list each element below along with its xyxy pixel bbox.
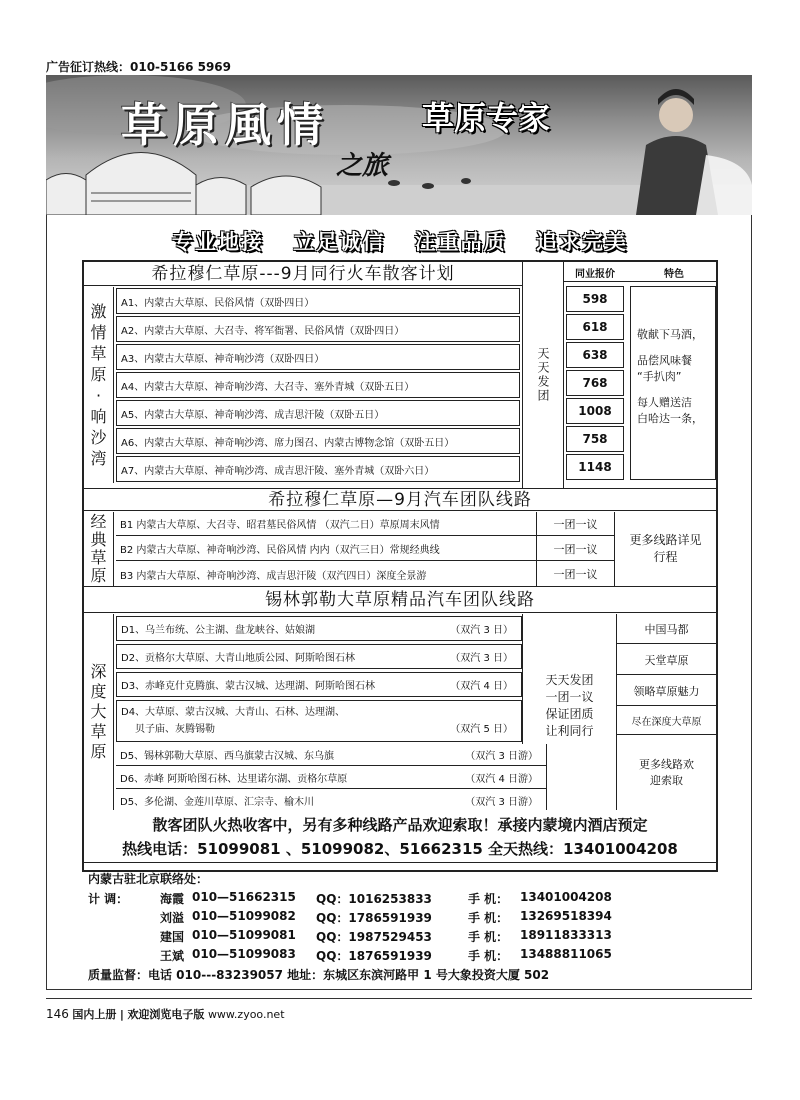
contact-mobile-label-4: 手 机： bbox=[468, 949, 509, 963]
route-price-a6: 758 bbox=[566, 426, 624, 452]
contact-mobile-label-1: 手 机： bbox=[468, 892, 509, 906]
contact-name-1: 海霞 bbox=[160, 892, 185, 906]
ad-hotline: 广告征订热线：010-5166 5969 bbox=[46, 60, 232, 74]
route-price-a2: 618 bbox=[566, 314, 624, 340]
divider bbox=[563, 281, 716, 282]
route-row-d4 bbox=[116, 700, 522, 742]
contact-qq-1: QQ：1016253833 bbox=[316, 892, 432, 906]
hot-line-1: 散客团队火热收客中，另有多种线路产品欢迎索取！承接内蒙境内酒店预定 bbox=[152, 816, 648, 834]
footer-url[interactable]: www.zyoo.net bbox=[207, 1008, 285, 1021]
route-row-d1 bbox=[116, 616, 522, 641]
route-d3-days: （双汽 4 日） bbox=[450, 681, 513, 692]
route-price-a7: 1148 bbox=[566, 454, 624, 480]
contact-mobile-4: 13488811065 bbox=[520, 947, 612, 961]
section3-middle bbox=[523, 672, 616, 740]
middle-line-3: 保证团质 bbox=[545, 707, 594, 721]
section2-side-label: 经典草原 bbox=[90, 512, 107, 585]
route-row-d5 bbox=[116, 744, 546, 766]
footer-divider: | bbox=[119, 1008, 124, 1021]
contact-supervise: 质量监督：电话 010---83239057 地址：东城区东滨河路甲 1 号大象投资大厦 502 bbox=[88, 968, 550, 982]
route-row-a3: A3、内蒙古大草原、神奇响沙湾（双卧四日） bbox=[116, 344, 520, 370]
page-footer bbox=[46, 1006, 285, 1022]
feature-box bbox=[630, 286, 716, 480]
right-item-1: 中国马都 bbox=[617, 614, 716, 644]
route-price-b1: 一团一议 bbox=[537, 512, 614, 536]
contact-mobile-1: 13401004208 bbox=[520, 890, 612, 904]
contact-tel-3: 010—51099081 bbox=[192, 928, 296, 942]
section1-title: 希拉穆仁草原---9月同行火车散客计划 bbox=[84, 262, 522, 286]
route-price-a3: 638 bbox=[566, 342, 624, 368]
middle-line-1: 天天发团 bbox=[545, 673, 594, 687]
feature-line-1: 敬献下马酒， bbox=[637, 328, 703, 341]
contact-mobile-label-3: 手 机： bbox=[468, 930, 509, 944]
middle-line-2: 一团一议 bbox=[545, 690, 594, 704]
route-d2-text: D2、贡格尔大草原、大青山地质公园、阿斯哈图石林 bbox=[121, 653, 356, 664]
section3-side-label: 深度大草原 bbox=[90, 662, 107, 761]
route-price-b2: 一团一议 bbox=[537, 537, 614, 561]
slogan-2: 立足诚信 bbox=[293, 230, 386, 254]
route-d2-days: （双汽 3 日） bbox=[450, 653, 513, 664]
route-row-a7: A7、内蒙古大草原、神奇响沙湾、成吉思汗陵、塞外青城（双卧六日） bbox=[116, 456, 520, 482]
contact-heading: 内蒙古驻北京联络处： bbox=[88, 872, 209, 886]
feature-line-4: 每人赠送洁 bbox=[637, 396, 692, 409]
route-row-d3 bbox=[116, 672, 522, 697]
section3-title: 锡林郭勒大草原精品汽车团队线路 bbox=[84, 587, 716, 613]
footer-rule bbox=[46, 998, 752, 999]
col-header-price: 同业报价 bbox=[575, 268, 615, 280]
contact-mobile-label-2: 手 机： bbox=[468, 911, 509, 925]
yurt-icon bbox=[46, 153, 321, 216]
route-d4-text: D4、大草原、蒙古汉城、大青山、石林、达理湖、 bbox=[121, 707, 346, 718]
route-row-a5: A5、内蒙古大草原、神奇响沙湾、成吉思汗陵（双卧五日） bbox=[116, 400, 520, 426]
footer-promo: 欢迎浏览电子版 bbox=[127, 1008, 205, 1021]
banner-subtitle: 之旅 bbox=[336, 151, 389, 181]
right-item-5: 更多线路欢迎索取 bbox=[639, 758, 694, 787]
section2-title: 希拉穆仁草原—9月汽车团队线路 bbox=[84, 489, 716, 511]
contact-name-4: 王斌 bbox=[160, 949, 185, 963]
slogan-bar bbox=[0, 226, 800, 256]
route-price-b3: 一团一议 bbox=[553, 568, 598, 581]
right-item-3: 领略草原魅力 bbox=[617, 676, 716, 706]
hot-line-2: 热线电话：51099081 、51099082、51662315 全天热线：13401004208 bbox=[122, 840, 678, 858]
route-d3-text: D3、赤峰克什克腾旗、蒙古汉城、达理湖、阿斯哈图石林 bbox=[121, 681, 376, 692]
contact-tel-4: 010—51099083 bbox=[192, 947, 296, 961]
route-d4-days: （双汽 5 日） bbox=[450, 724, 513, 735]
divider bbox=[546, 744, 547, 810]
route-d7-text: D5、多伦湖、金莲川草原、汇宗寺、榆木川 bbox=[120, 796, 315, 808]
route-d6-days: （双汽 4 日游） bbox=[465, 774, 538, 785]
routes-table bbox=[82, 260, 718, 872]
page-number: 146 bbox=[46, 1007, 69, 1021]
route-price-a1: 598 bbox=[566, 286, 624, 312]
route-d1-days: （双汽 3 日） bbox=[450, 625, 513, 636]
contact-name-2: 刘溢 bbox=[160, 911, 185, 925]
route-price-a5: 1008 bbox=[566, 398, 624, 424]
route-row-d2 bbox=[116, 644, 522, 669]
contact-tel-2: 010—51099082 bbox=[192, 909, 296, 923]
route-row-a1: A1、内蒙古大草原、民俗风情（双卧四日） bbox=[116, 288, 520, 314]
route-d1-text: D1、乌兰布统、公主湖、盘龙峡谷、姑娘湖 bbox=[121, 625, 316, 636]
slogan-3: 注重品质 bbox=[414, 230, 507, 254]
contact-mobile-3: 18911833313 bbox=[520, 928, 612, 942]
route-row-a2: A2、内蒙古大草原、大召寺、将军衙署、民俗风情（双卧四日） bbox=[116, 316, 520, 342]
route-row-b3: B3 内蒙古大草原、神奇响沙湾、成吉思汗陵（双汽四日）深度全景游 bbox=[120, 570, 427, 582]
section2-more: 更多线路详见行程 bbox=[629, 533, 702, 564]
right-item-4: 尽在深度大草原 bbox=[617, 707, 716, 735]
slogan-4: 追求完美 bbox=[535, 230, 628, 254]
col-header-feature: 特色 bbox=[664, 268, 684, 280]
banner-expert: 草原专家 bbox=[422, 99, 551, 137]
contact-qq-3: QQ：1987529453 bbox=[316, 930, 432, 944]
middle-line-4: 让利同行 bbox=[545, 724, 594, 738]
feature-line-5: 白哈达一条， bbox=[637, 412, 703, 425]
route-price-a4: 768 bbox=[566, 370, 624, 396]
contact-name-3: 建国 bbox=[160, 930, 185, 944]
route-row-a6: A6、内蒙古大草原、神奇响沙湾、席力图召、内蒙古博物念馆（双卧五日） bbox=[116, 428, 520, 454]
book-name: 国内上册 bbox=[72, 1008, 117, 1021]
route-d6-text: D6、赤峰 阿斯哈图石林、达里诺尔湖、贡格尔草原 bbox=[120, 774, 348, 785]
contact-qq-2: QQ：1786591939 bbox=[316, 911, 432, 925]
route-row-d6 bbox=[116, 767, 546, 789]
route-d7-days: （双汽 3 日游） bbox=[465, 796, 538, 808]
route-row-d7 bbox=[116, 790, 546, 810]
contact-role: 计 调： bbox=[88, 892, 129, 906]
route-d5-text: D5、锡林郭勒大草原、西乌旗蒙古汉城、东乌旗 bbox=[120, 751, 335, 762]
route-row-b1: B1 内蒙古大草原、大召寺、昭君墓民俗风情 （双汽二日）草原周末风情 bbox=[116, 512, 536, 536]
banner-image bbox=[46, 75, 752, 215]
contact-mobile-2: 13269518394 bbox=[520, 909, 612, 923]
section1-side-label: 激情草原·响沙湾 bbox=[90, 302, 107, 468]
slogan-1: 专业地接 bbox=[172, 230, 265, 254]
route-d4-text2: 贝子庙、灰腾锡勒 bbox=[135, 724, 215, 735]
contact-qq-4: QQ：1876591939 bbox=[316, 949, 432, 963]
right-item-2: 天堂草原 bbox=[617, 645, 716, 675]
banner-title: 草原風情 bbox=[121, 98, 329, 152]
divider bbox=[84, 862, 716, 863]
route-row-b2: B2 内蒙古大草原、神奇响沙湾、民俗风情 内内（双汽三日）常规经典线 bbox=[116, 537, 536, 561]
feature-line-3: “手扒肉” bbox=[637, 370, 682, 383]
route-d5-days: （双汽 3 日游） bbox=[465, 751, 538, 762]
section1-depart-label: 天天发团 bbox=[536, 347, 550, 403]
feature-line-2: 品偿风味餐 bbox=[637, 354, 692, 367]
singer-figure bbox=[636, 89, 752, 215]
divider bbox=[563, 262, 564, 488]
route-row-a4: A4、内蒙古大草原、神奇响沙湾、大召寺、塞外青城（双卧五日） bbox=[116, 372, 520, 398]
contact-tel-1: 010—51662315 bbox=[192, 890, 296, 904]
